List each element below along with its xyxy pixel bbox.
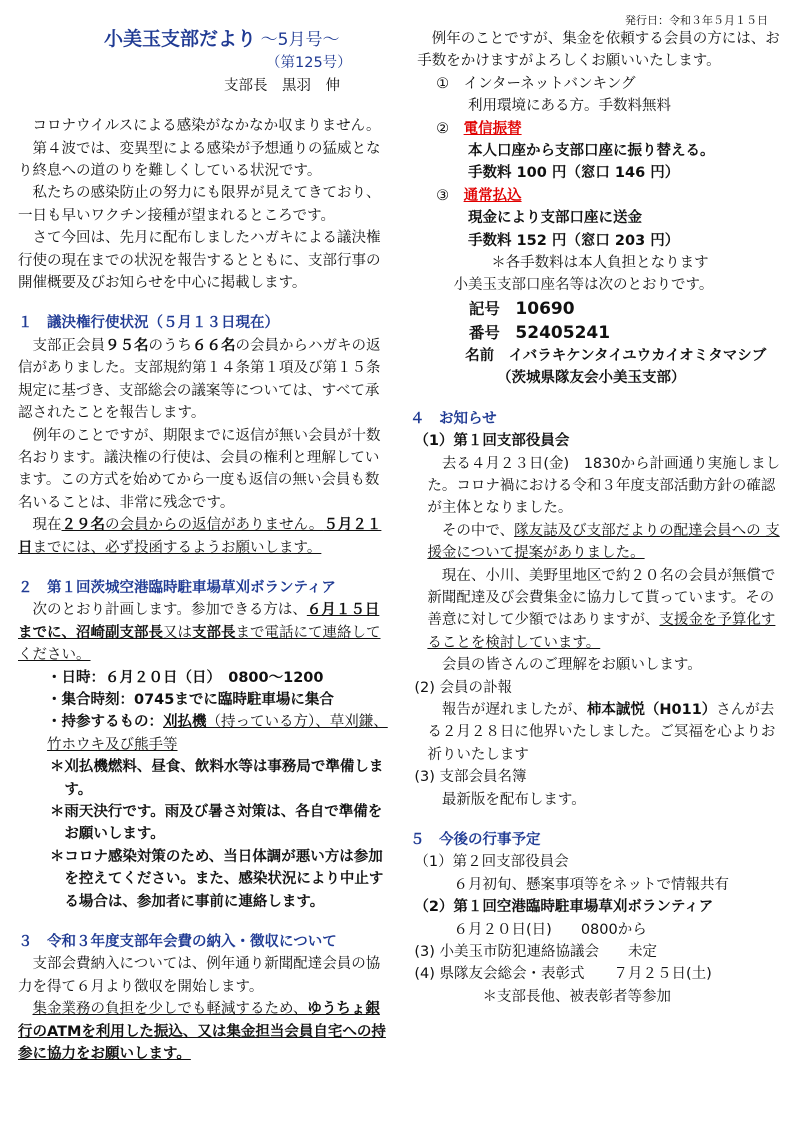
notice-item: （1）第１回支部役員会 xyxy=(414,433,570,450)
schedule-detail: ６月２０日(日) 0800から xyxy=(453,921,647,938)
author-line: 支部長 黒羽 伸 xyxy=(224,77,340,94)
section-paragraph: 現在２９名の会員からの返信がありません。５月２１日までには、必ず投函するようお願いします。 xyxy=(18,517,382,556)
payment-detail: 現金により支部口座に送金 xyxy=(468,210,642,227)
notice-paragraph: 会員の皆さんのご理解をお願いします。 xyxy=(441,657,702,674)
right-column xyxy=(410,28,784,1008)
intro-paragraph: 私たちの感染防止の努力にも限界が見えてきており、一日も早いワクチン接種が望まれるところです。 xyxy=(18,185,381,224)
notice-paragraph: 去る４月２３日(金) 1830から計画通り実施しました。コロナ禍における令和３年度支部活動方針の確認が主体となりました。 xyxy=(427,455,781,517)
payment-detail: 利用環境にある方。手数料無料 xyxy=(468,98,671,115)
schedule-item: （2）第１回空港臨時駐車場草刈ボランティア xyxy=(414,899,714,916)
account-intro: 小美玉支部口座名等は次のとおりです。 xyxy=(453,277,714,294)
section-heading: １ 議決権行使状況（５月１３日現在） xyxy=(18,315,279,332)
notice-paragraph: 報告が遅れましたが、柿本誠悦（H011）さんが去る２月２８日に他界いたしました。ご冥福を心よりお祈りいたします xyxy=(427,701,776,763)
schedule-detail: ＊支部長他、被表彰者等参加 xyxy=(482,988,671,1005)
event-gather-time: ・集合時刻：0745までに臨時駐車場に集合 xyxy=(47,691,334,708)
schedule-item: (4) 県隊友会総会・表彰式 ７月２５日(土) xyxy=(414,966,712,983)
issue-number: （第125号） xyxy=(266,55,352,72)
account-name-kanji: （茨城県隊友会小美玉支部） xyxy=(497,370,686,387)
notice-paragraph: 現在、小川、美野里地区で約２０名の会員が無償で新聞配達及び会費集金に協力して貰っています。その善意に対して少額ではありますが、支援金を予算化することを検討しています。 xyxy=(427,567,776,651)
payment-detail: 手数料 100 円（窓口 146 円） xyxy=(468,165,680,182)
payment-detail: 手数料 152 円（窓口 203 円） xyxy=(468,232,680,249)
account-number: 番号 52405241 xyxy=(468,322,611,343)
notice-item: (2) 会員の訃報 xyxy=(414,679,512,696)
notice-item: (3) 支部会員名簿 xyxy=(414,769,527,786)
intro-paragraph: さて今回は、先月に配布しましたハガキによる議決権行使の現在までの状況を報告するとともに、支部行事の開催概要及びお知らせを中心に掲載します。 xyxy=(18,230,381,292)
section-heading: ４ お知らせ xyxy=(410,410,497,427)
payment-method: ② 電信振替 xyxy=(436,120,522,137)
publish-date: 発行日：令和３年５月１５日 xyxy=(625,14,768,27)
schedule-item: （1）第２回支部役員会 xyxy=(414,854,569,871)
title-suffix: ～5月号～ xyxy=(260,30,340,50)
section-paragraph: 集金業務の負担を少しでも軽減するため、ゆうちょ銀行のATMを利用した振込、又は集金担当会員自宅への持参に協力をお願いします。 xyxy=(18,1001,386,1063)
event-note: ＊雨天決行です。雨及び暑さ対策は、各自で準備をお願いします。 xyxy=(49,804,383,843)
section-paragraph: 例年のことですが、集金を依頼する会員の方には、お手数をかけますがよろしくお願いいたします。 xyxy=(417,31,780,70)
section-paragraph: 支部正会員９５名のうち６６名の会員からハガキの返信がありました。支部規約第１４条第１項及び第１５条規定に基づき、支部総会の議案等については、すべて承認されたことを報告します。 xyxy=(18,337,381,422)
payment-method: ① インターネットバンキング xyxy=(436,75,636,92)
event-note: ＊刈払機燃料、昼食、飲料水等は事務局で準備します。 xyxy=(49,759,384,798)
masthead xyxy=(18,28,390,52)
event-date: ・日時：６月２０日（日） 0800～1200 xyxy=(47,669,324,686)
event-note: ＊コロナ感染対策のため、当日体調が悪い方は参加を控えてください。また、感染状況により中止する場合は、参加者に事前に連絡します。 xyxy=(49,848,384,910)
account-symbol: 記号 10690 xyxy=(468,298,575,319)
section-paragraph: 次のとおり計画します。参加できる方は、６月１５日までに、沼崎副支部長又は支部長まで電話にて連絡してください。 xyxy=(18,602,381,664)
schedule-item: (3) 小美玉市防犯連絡協議会 未定 xyxy=(414,944,657,961)
section-heading: ３ 令和３年度支部年会費の納入・徴収について xyxy=(18,934,337,951)
payment-method: ③ 通常払込 xyxy=(436,187,522,204)
section-paragraph: 支部会費納入については、例年通り新聞配達会員の協力を得て６月より徴収を開始します。 xyxy=(18,956,381,995)
schedule-detail: ６月初旬、懸案事項等をネットで情報共有 xyxy=(453,876,729,893)
fee-note: ＊各手数料は本人負担となります xyxy=(491,255,709,272)
intro-paragraph: 第４波では、変異型による感染が予想通りの猛威となり終息への道のりを難しくしている状況です。 xyxy=(18,140,381,180)
event-bring-items: ・持参するもの：刈払機（持っている方）、草刈鎌、竹ホウキ及び熊手等 xyxy=(47,714,388,753)
notice-paragraph: その中で、隊友誌及び支部だよりの配達会員への 支援金について提案がありました。 xyxy=(427,522,780,562)
intro-paragraph: コロナウイルスによる感染がなかなか収まりません。 xyxy=(32,118,381,135)
account-name: 名前 イバラキケンタイユウカイオミタマシブ xyxy=(465,347,767,364)
newsletter-title: 小美玉支部だより xyxy=(104,28,257,50)
section-paragraph: 例年のことですが、期限までに返信が無い会員が十数名おります。議決権の行使は、会員の権利と理解しています。この方式を始めてから一度も返信の無い会員も数名いることは、非常に残念です。 xyxy=(18,427,381,511)
section-heading: ５ 今後の行事予定 xyxy=(410,832,541,848)
section-heading: ２ 第１回茨城空港臨時駐車場草刈ボランティア xyxy=(18,579,336,596)
left-column xyxy=(18,28,390,1065)
payment-detail: 本人口座から支部口座に振り替える。 xyxy=(468,143,715,160)
notice-paragraph: 最新版を配布します。 xyxy=(441,791,586,808)
